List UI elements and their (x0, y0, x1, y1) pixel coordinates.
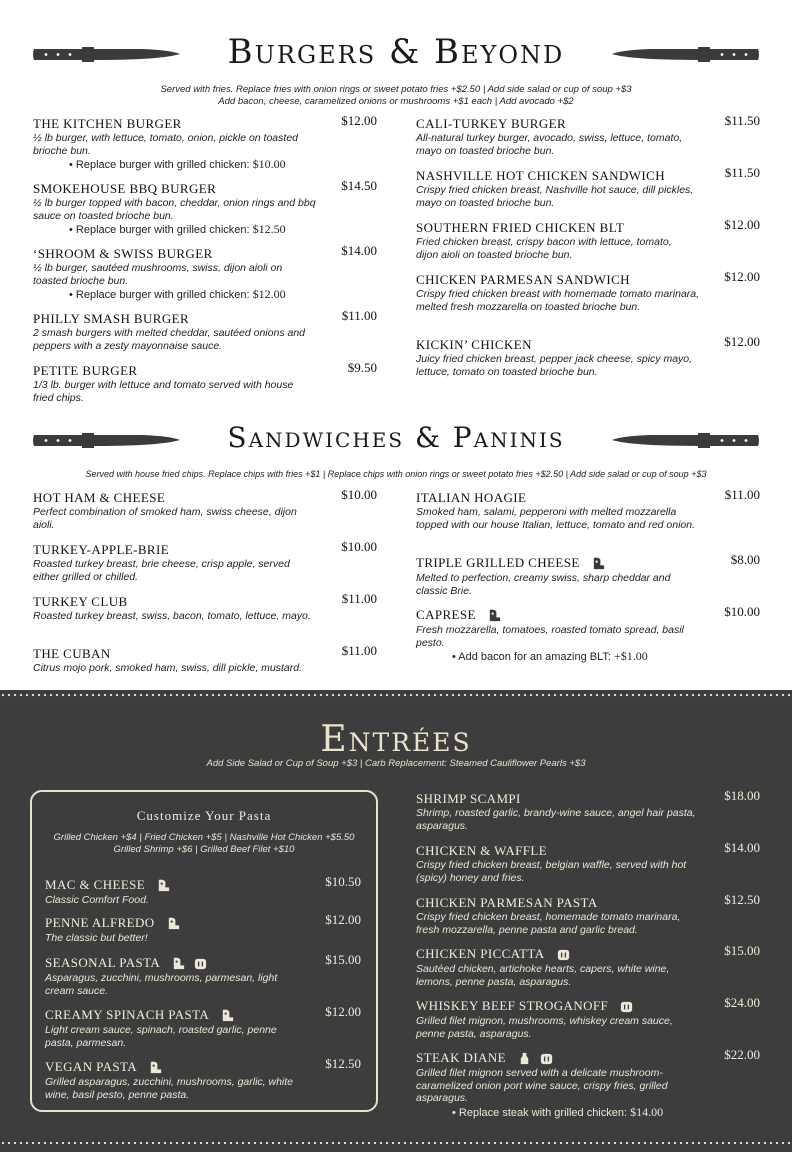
item-price: $11.00 (341, 591, 377, 606)
item-icons (556, 944, 573, 963)
menu-item (33, 487, 377, 531)
item-description: Perfect combination of smoked ham, swiss cheese, dijon aioli. (33, 506, 297, 531)
gluten-free-icon (619, 999, 634, 1014)
menu-item (416, 892, 760, 936)
item-price: $18.00 (724, 788, 760, 803)
item-name: WHISKEY BEEF STROGANOFF (416, 998, 609, 1013)
item-description: ½ lb burger, sautéed mushrooms, swiss, dijon aioli on toasted brioche bun. (33, 262, 283, 287)
item-name: CREAMY SPINACH PASTA (45, 1007, 210, 1022)
item-name: ‘SHROOM & SWISS BURGER (33, 246, 213, 261)
vegetarian-icon (166, 916, 181, 931)
section-title-entrees: Entrées (320, 719, 472, 760)
item-price: $22.00 (724, 1047, 760, 1062)
item-name: VEGAN PASTA (45, 1059, 138, 1074)
item-icons (487, 605, 504, 624)
item-description: Light cream sauce, spinach, roasted garlic, penne pasta, parmesan. (45, 1024, 277, 1049)
item-description: 2 smash burgers with melted cheddar, sautéed onions and peppers with a zesty mayonnaise sauce. (33, 327, 306, 352)
item-price: $11.00 (341, 308, 377, 323)
item-name: KICKIN’ CHICKEN (416, 337, 532, 352)
customize-pasta-note-line2: Grilled Shrimp +$6 | Grilled Beef Filet +$10 (113, 844, 295, 855)
item-description: Classic Comfort Food. (45, 894, 149, 906)
item-name: CHICKEN & WAFFLE (416, 843, 548, 858)
menu-item (416, 788, 760, 832)
item-description: Grilled filet mignon served with a delicate mushroom-caramelized onion port wine sauce, crispy fries, grilled asparagus. (416, 1067, 668, 1104)
menu-item (416, 113, 760, 157)
section-title-burgers: Burgers & Beyond (227, 32, 565, 72)
menu-item (33, 113, 377, 172)
item-name: TURKEY-APPLE-BRIE (33, 542, 170, 557)
item-name: CHICKEN PARMESAN PASTA (416, 895, 598, 910)
menu-item (33, 308, 377, 352)
item-name: ITALIAN HOAGIE (416, 490, 527, 505)
item-name: SHRIMP SCAMPI (416, 791, 521, 806)
burgers-note-line2: Add bacon, cheese, caramelized onions or mushrooms +$1 each | Add avocado +$2 (218, 96, 574, 107)
item-price: $12.50 (724, 892, 760, 907)
entrees-header (0, 718, 792, 762)
dotted-border-top (0, 693, 792, 697)
item-price: $11.00 (724, 487, 760, 502)
dotted-border-bottom (0, 1141, 792, 1145)
item-icons (220, 1005, 237, 1024)
item-icons (171, 953, 210, 972)
item-description: Shrimp, roasted garlic, brandy-wine sauce, angel hair pasta, asparagus. (416, 807, 696, 832)
item-name: PETITE BURGER (33, 363, 138, 378)
item-option: • Replace steak with grilled chicken: $14.00 (452, 1104, 664, 1119)
item-icons (166, 913, 183, 932)
item-price: $15.00 (724, 943, 760, 958)
item-name: THE CUBAN (33, 646, 111, 661)
item-option: • Replace burger with grilled chicken: $12.00 (69, 287, 286, 301)
menu-item (416, 165, 760, 209)
item-name: SOUTHERN FRIED CHICKEN BLT (416, 220, 625, 235)
item-description: ½ lb burger topped with bacon, cheddar, onion rings and bbq sauce on toasted brioche bun. (33, 197, 316, 222)
menu-item (416, 487, 760, 531)
item-description: Crispy fried chicken breast, homemade tomato marinara, fresh mozzarella, penne pasta and garlic bread. (416, 911, 681, 936)
gluten-free-icon (193, 956, 208, 971)
item-icons (591, 553, 608, 572)
item-name: NASHVILLE HOT CHICKEN SANDWICH (416, 168, 665, 183)
item-description: Juicy fried chicken breast, pepper jack cheese, spicy mayo, lettuce, tomato on toasted brioche bun. (416, 353, 693, 378)
item-price: $14.00 (724, 840, 760, 855)
vegetarian-icon (148, 1060, 163, 1075)
dairy-free-icon (517, 1051, 532, 1066)
item-price: $12.00 (724, 269, 760, 284)
item-icons (517, 1048, 556, 1067)
item-price: $14.00 (341, 243, 377, 258)
menu-item (416, 269, 760, 313)
item-price: $11.50 (724, 113, 760, 128)
sandwiches-header (0, 416, 792, 460)
item-description: All-natural turkey burger, avocado, swiss, lettuce, tomato, mayo on toasted brioche bun. (416, 132, 683, 157)
item-price: $24.00 (724, 995, 760, 1010)
item-price: $10.50 (325, 874, 361, 889)
item-description: Grilled filet mignon, mushrooms, whiskey cream sauce, penne pasta, asparagus. (416, 1015, 673, 1040)
item-description: Melted to perfection, creamy swiss, sharp cheddar and classic Brie. (416, 572, 671, 597)
menu-item (45, 1056, 361, 1101)
item-name: CAPRESE (416, 607, 476, 622)
item-price: $11.00 (341, 643, 377, 658)
menu-item (416, 1047, 760, 1120)
entrees-note: Add Side Salad or Cup of Soup +$3 | Carb Replacement: Steamed Cauliflower Pearls +$3 (206, 758, 586, 769)
item-description: Sautéed chicken, artichoke hearts, capers, white wine, lemons, penne pasta, asparagus. (416, 963, 670, 988)
item-description: Smoked ham, salami, pepperoni with melted mozzarella topped with our house Italian, lettuce, tomato and red onion. (416, 506, 696, 531)
menu-item (416, 604, 760, 664)
gluten-free-icon (539, 1051, 554, 1066)
item-price: $10.00 (341, 539, 377, 554)
menu-item (45, 912, 361, 945)
item-description: Crispy fried chicken breast, Nashville hot sauce, dill pickles, mayo on toasted brioche bun. (416, 184, 694, 209)
menu-item (33, 178, 377, 237)
item-price: $12.00 (724, 334, 760, 349)
gluten-free-icon (556, 947, 571, 962)
sandwiches-note: Served with house fried chips. Replace chips with fries +$1 | Replace chips with onion rings or sweet potato fries +$2.50 | Add side salad or cup of soup +$3 (85, 469, 707, 479)
item-name: STEAK DIANE (416, 1050, 506, 1065)
item-price: $12.00 (724, 217, 760, 232)
knife-right-icon (610, 44, 760, 64)
vegetarian-icon (220, 1008, 235, 1023)
customize-pasta-title: Customize Your Pasta (136, 808, 272, 823)
item-price: $15.00 (325, 952, 361, 967)
item-description: Roasted turkey breast, swiss, bacon, tomato, lettuce, mayo. (33, 610, 311, 622)
item-name: THE KITCHEN BURGER (33, 116, 182, 131)
item-description: Crispy fried chicken breast, belgian waffle, served with hot (spicy) honey and fries. (416, 859, 687, 884)
item-name: MAC & CHEESE (45, 877, 146, 892)
customize-pasta-note (32, 832, 376, 856)
item-price: $12.00 (341, 113, 377, 128)
item-name: PENNE ALFREDO (45, 915, 155, 930)
item-description: Fresh mozzarella, tomatoes, roasted tomato spread, basil pesto. (416, 624, 684, 649)
item-description: The classic but better! (45, 932, 148, 944)
vegetarian-icon (487, 608, 502, 623)
item-name: HOT HAM & CHEESE (33, 490, 166, 505)
menu-item (33, 360, 377, 404)
item-icons (156, 875, 173, 894)
item-price: $8.00 (730, 552, 760, 567)
menu-item (33, 539, 377, 583)
item-description: Crispy fried chicken breast with homemade tomato marinara, melted fresh mozzarella on toasted brioche bun. (416, 288, 700, 313)
menu-item (33, 591, 377, 623)
menu-item (416, 995, 760, 1040)
item-name: CALI-TURKEY BURGER (416, 116, 567, 131)
menu-item (416, 217, 760, 261)
item-price: $12.50 (325, 1056, 361, 1071)
item-price: $10.00 (341, 487, 377, 502)
burgers-note (0, 84, 792, 108)
menu-item (45, 952, 361, 997)
menu-item (416, 552, 760, 597)
menu-item (33, 243, 377, 302)
vegetarian-icon (156, 878, 171, 893)
item-price: $10.00 (724, 604, 760, 619)
item-price: $11.50 (724, 165, 760, 180)
item-description: Fried chicken breast, crispy bacon with lettuce, tomato, dijon aioli on toasted brioche bun. (416, 236, 672, 261)
menu-item (416, 840, 760, 884)
item-option: • Replace burger with grilled chicken: $12.50 (69, 222, 286, 236)
item-price: $9.50 (347, 360, 377, 375)
item-name: CHICKEN PICCATTA (416, 946, 545, 961)
menu-item (45, 874, 361, 907)
item-description: Grilled asparagus, zucchini, mushrooms, garlic, white wine, basil pesto, penne pasta. (45, 1076, 294, 1101)
item-name: SEASONAL PASTA (45, 955, 161, 970)
item-description: 1/3 lb. burger with lettuce and tomato served with house fried chips. (33, 379, 294, 404)
item-name: TRIPLE GRILLED CHEESE (416, 555, 580, 570)
section-title-sandwiches: Sandwiches & Paninis (227, 421, 565, 454)
item-price: $12.00 (325, 912, 361, 927)
item-price: $14.50 (341, 178, 377, 193)
item-name: SMOKEHOUSE BBQ BURGER (33, 181, 217, 196)
item-price: $12.00 (325, 1004, 361, 1019)
menu-item (33, 643, 377, 675)
burgers-header (0, 30, 792, 74)
menu-item (45, 1004, 361, 1049)
item-option: • Add bacon for an amazing BLT: +$1.00 (452, 649, 648, 663)
item-description: Citrus mojo pork, smoked ham, swiss, dill pickle, mustard. (33, 662, 302, 674)
vegetarian-icon (591, 556, 606, 571)
menu-item (416, 943, 760, 988)
item-option: • Replace burger with grilled chicken: $10.00 (69, 157, 286, 171)
item-icons (619, 996, 636, 1015)
item-description: Roasted turkey breast, brie cheese, crisp apple, served either grilled or chilled. (33, 558, 290, 583)
vegetarian-icon (171, 956, 186, 971)
menu-item (416, 334, 760, 378)
item-name: PHILLY SMASH BURGER (33, 311, 190, 326)
item-icons (148, 1057, 165, 1076)
customize-pasta-note-line1: Grilled Chicken +$4 | Fried Chicken +$5 | Nashville Hot Chicken +$5.50 (53, 832, 355, 843)
burgers-note-line1: Served with fries. Replace fries with onion rings or sweet potato fries +$2.50 | Add side salad or cup of soup +$3 (160, 84, 632, 95)
item-name: TURKEY CLUB (33, 594, 128, 609)
knife-right-icon (610, 430, 760, 450)
item-description: ½ lb burger, with lettuce, tomato, onion, pickle on toasted brioche bun. (33, 132, 298, 157)
item-name: CHICKEN PARMESAN SANDWICH (416, 272, 630, 287)
item-description: Asparagus, zucchini, mushrooms, parmesan, light cream sauce. (45, 972, 278, 997)
